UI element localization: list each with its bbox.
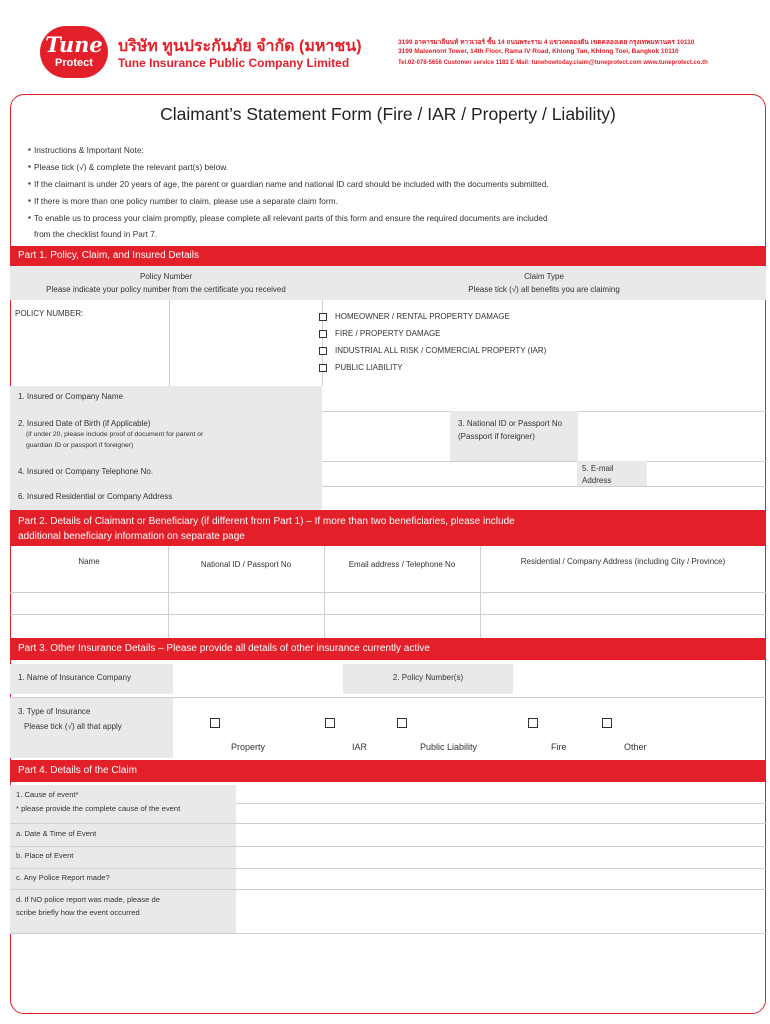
- insurance-type-checkbox-iar[interactable]: [325, 718, 335, 728]
- date-time-input[interactable]: [236, 824, 766, 846]
- part2-header: [10, 510, 766, 546]
- date-time-label: a. Date & Time of Event: [16, 829, 97, 838]
- part3-header: Part 3. Other Insurance Details – Please provide all details of other insurance currently active: [10, 638, 766, 660]
- part2-column-header: Residential / Company Address (including City / Province): [520, 557, 726, 566]
- email-input[interactable]: [647, 461, 766, 486]
- tune-protect-logo: [40, 26, 108, 78]
- policy-number-subtitle: Please indicate your policy number from the certificate you received: [46, 285, 286, 294]
- claim-type-checkbox-homeowner[interactable]: [319, 313, 327, 321]
- logo-text-tune: Tune: [45, 32, 103, 57]
- claim-type-checkbox-fire[interactable]: [319, 330, 327, 338]
- insurance-type-label: Fire: [551, 742, 567, 752]
- part2-header-line: additional beneficiary information on separate page: [18, 531, 245, 542]
- place-input[interactable]: [236, 847, 766, 868]
- insurance-type-checkbox-public-liability[interactable]: [397, 718, 407, 728]
- insurance-type-checkbox-other[interactable]: [602, 718, 612, 728]
- no-report-label: d. If NO police report was made, please de: [16, 895, 160, 904]
- insured-name-label: 1. Insured or Company Name: [18, 392, 123, 401]
- cause-label: 1. Cause of event*: [16, 790, 79, 799]
- insurance-type-checkbox-fire[interactable]: [528, 718, 538, 728]
- insurance-type-label: Property: [231, 742, 266, 752]
- company-name-english: Tune Insurance Public Company Limited: [118, 56, 350, 70]
- address-english: 3199 Maleenont Tower, 14th Floor, Rama IV Road, Khlong Tan, Khlong Toei, Bangkok 10110: [398, 48, 679, 55]
- insurance-type-label: 3. Type of Insurance: [18, 707, 91, 716]
- instruction-item: ▪ If there is more than one policy number to claim, please use a separate claim form.: [34, 196, 338, 206]
- national-id-input[interactable]: [578, 411, 766, 461]
- claim-type-label: HOMEOWNER / RENTAL PROPERTY DAMAGE: [335, 312, 510, 321]
- instruction-item: ▪ If the claimant is under 20 years of age, the parent or guardian name and national ID card should be included with the documents submitted.: [34, 179, 549, 189]
- insurance-company-label: 1. Name of Insurance Company: [18, 673, 131, 682]
- instruction-continuation: from the checklist found in Part 7.: [34, 229, 158, 239]
- claim-type-label: FIRE / PROPERTY DAMAGE: [335, 329, 441, 338]
- telephone-input[interactable]: [322, 461, 577, 486]
- part2-header-line: Part 2. Details of Claimant or Beneficiary (if different from Part 1) – If more than two beneficiaries, please include: [18, 516, 515, 527]
- no-report-input[interactable]: [236, 890, 766, 933]
- logo-text-protect: Protect: [55, 57, 93, 69]
- beneficiary-row[interactable]: [10, 593, 766, 614]
- address-label: 6. Insured Residential or Company Address: [18, 492, 173, 501]
- address-thai: 3199 อาคารมาลีนนท์ ทาวเวอร์ ชั้น 14 ถนนพระราม 4 แขวงคลองตัน เขตคลองเตย กรุงเทพมหานคร 10110: [398, 39, 695, 46]
- claim-type-label: INDUSTRIAL ALL RISK / COMMERCIAL PROPERTY (IAR): [335, 346, 547, 355]
- place-label: b. Place of Event: [16, 851, 74, 860]
- insurance-type-sub: Please tick (√) all that apply: [24, 722, 122, 731]
- insurance-type-label: Other: [624, 742, 647, 752]
- dob-input[interactable]: [322, 411, 450, 461]
- policy-number-label: POLICY NUMBER:: [15, 309, 84, 318]
- part2-column-header: Name: [78, 557, 100, 566]
- form-title: Claimant’s Statement Form (Fire / IAR / Property / Liability): [160, 104, 616, 124]
- company-name-thai: บริษัท ทูนประกันภัย จำกัด (มหาชน): [118, 38, 362, 55]
- policy-numbers-input[interactable]: [513, 664, 766, 694]
- policy-numbers-label: 2. Policy Number(s): [392, 673, 464, 682]
- claim-type-label: PUBLIC LIABILITY: [335, 363, 403, 372]
- claim-type-title: Claim Type: [524, 272, 564, 281]
- cause-note: * please provide the complete cause of the event: [16, 804, 181, 813]
- claim-type-checkbox-iar[interactable]: [319, 347, 327, 355]
- instruction-item: ▪ Please tick (√) & complete the relevant part(s) below.: [34, 162, 228, 172]
- insurance-type-checkbox-property[interactable]: [210, 718, 220, 728]
- national-id-note: (Passport if foreigner): [458, 432, 535, 441]
- instruction-item: ▪ Instructions & Important Note:: [34, 145, 144, 155]
- dob-label: 2. Insured Date of Birth (if Applicable): [18, 419, 151, 428]
- national-id-label: 3. National ID or Passport No: [458, 419, 563, 428]
- policy-number-title: Policy Number: [139, 272, 192, 281]
- part4-header: Part 4. Details of the Claim: [10, 760, 766, 782]
- dob-note: (if under 20, please include proof of document for parent or: [26, 431, 204, 438]
- no-report-label: scribe briefly how the event occurred: [16, 908, 140, 917]
- part2-column-header: Email address / Telephone No: [348, 560, 456, 569]
- police-report-label: c. Any Police Report made?: [16, 873, 110, 882]
- dob-note: guardian ID or passport if foreigner): [26, 442, 134, 449]
- part1-header: Part 1. Policy, Claim, and Insured Details: [10, 246, 766, 266]
- claim-type-subtitle: Please tick (√) all benefits you are claiming: [468, 285, 620, 294]
- insured-name-input[interactable]: [322, 386, 766, 411]
- cause-input[interactable]: [236, 785, 766, 823]
- claim-type-checkbox-liability[interactable]: [319, 364, 327, 372]
- telephone-label: 4. Insured or Company Telephone No.: [18, 467, 154, 476]
- insurance-company-input[interactable]: [173, 664, 343, 694]
- police-report-input[interactable]: [236, 869, 766, 889]
- instruction-item: ▪ To enable us to process your claim promptly, please complete all relevant parts of this form and ensure the required documents are included: [34, 213, 548, 223]
- insurance-type-label: Public Liability: [420, 742, 478, 752]
- policy-number-input[interactable]: [170, 300, 322, 386]
- address-input[interactable]: [322, 486, 766, 510]
- email-label: Address: [582, 476, 612, 485]
- insurance-type-label: IAR: [352, 742, 368, 752]
- beneficiary-row[interactable]: [10, 615, 766, 637]
- email-label: 5. E-mail: [582, 464, 614, 473]
- part2-column-header: National ID / Passport No: [200, 560, 292, 569]
- contact-info: Tel.02-078-5656 Customer service 1183 E-Mail: tunehowtoday.claim@tuneprotect.com www.tuneprotect.co.th: [398, 60, 708, 66]
